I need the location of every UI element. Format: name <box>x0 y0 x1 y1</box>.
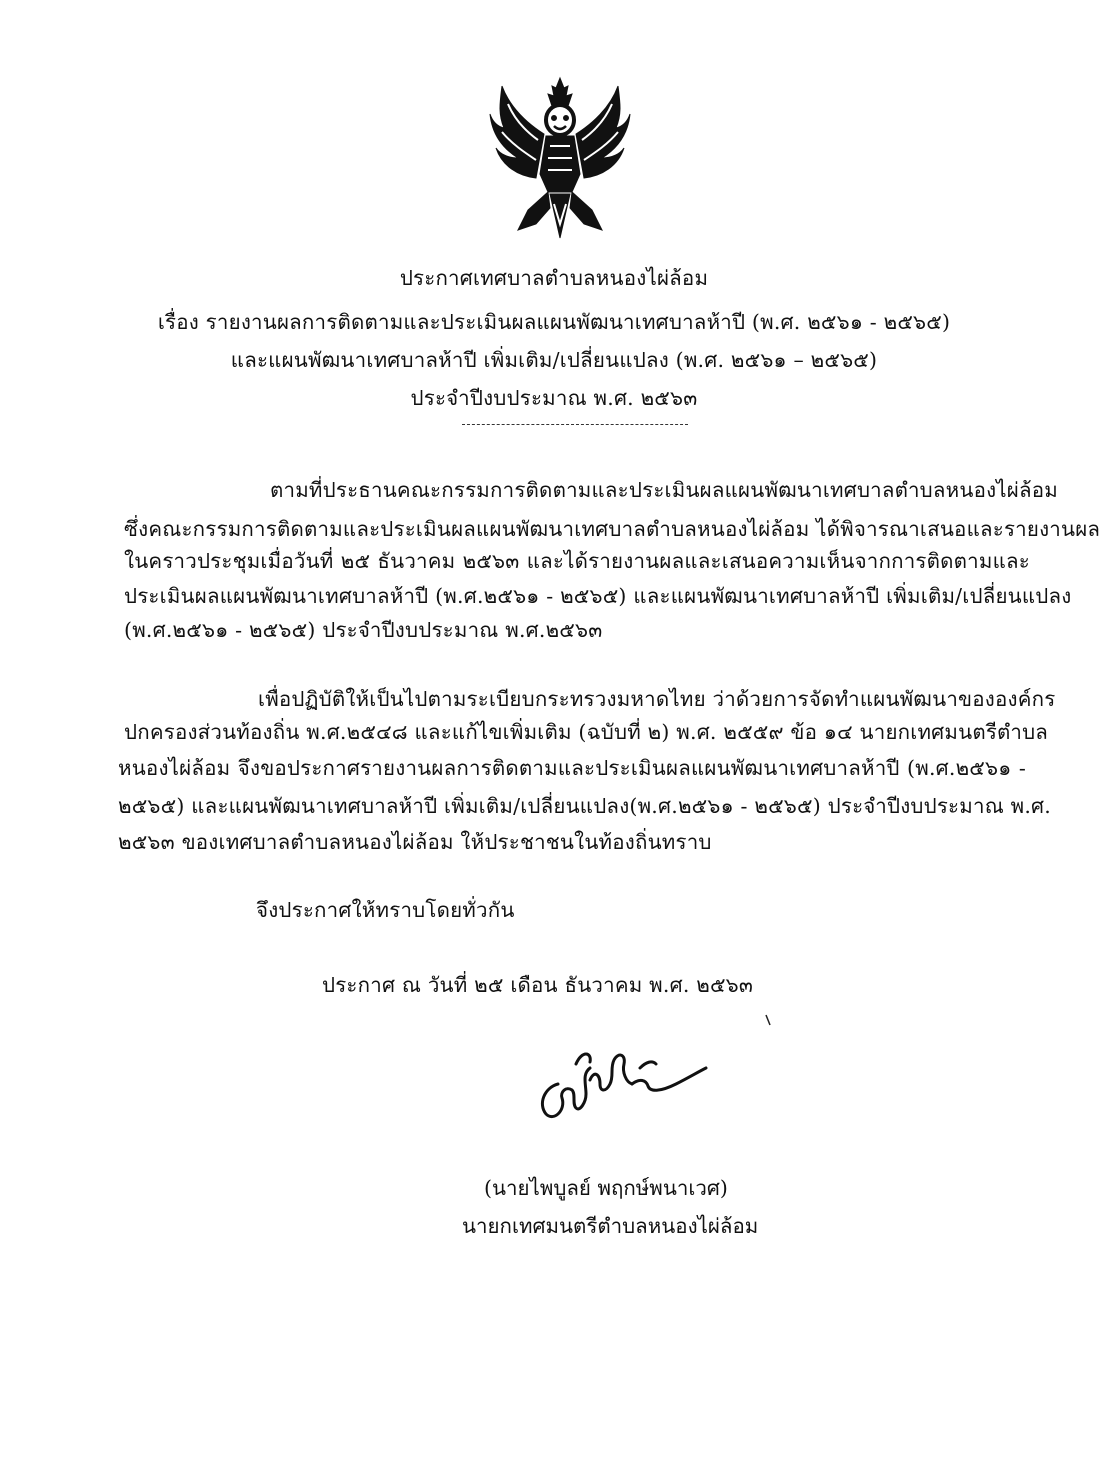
paragraph2-line: ปกครองส่วนท้องถิ่น พ.ศ.๒๕๔๘ และแก้ไขเพิ่มเติม (ฉบับที่ ๒) พ.ศ. ๒๕๕๙ ข้อ ๑๔ นายกเทศมนตรีตำบล <box>124 720 1049 744</box>
paragraph1-line: (พ.ศ.๒๕๖๑ - ๒๕๖๕) ประจำปีงบประมาณ พ.ศ.๒๕๖๓ <box>124 618 603 642</box>
subject-line-2: และแผนพัฒนาเทศบาลห้าปี เพิ่มเติม/เปลี่ยนแปลง (พ.ศ. ๒๕๖๑ – ๒๕๖๕) <box>230 348 878 372</box>
subject-line: เรื่อง รายงานผลการติดตามและประเมินผลแผนพัฒนาเทศบาลห้าปี (พ.ศ. ๒๕๖๑ - ๒๕๖๕) <box>157 310 951 334</box>
paragraph2-line: ๒๕๖๓ ของเทศบาลตำบลหนองไผ่ล้อม ให้ประชาชนในท้องถิ่นทราบ <box>118 830 712 854</box>
fiscal-year-line: ประจำปีงบประมาณ พ.ศ. ๒๕๖๓ <box>410 386 698 410</box>
paragraph2-line: เพื่อปฏิบัติให้เป็นไปตามระเบียบกระทรวงมหาดไทย ว่าด้วยการจัดทำแผนพัฒนาขององค์กร <box>258 687 1056 711</box>
garuda-emblem-icon <box>488 74 632 240</box>
paragraph1-line: ตามที่ประธานคณะกรรมการติดตามและประเมินผลแผนพัฒนาเทศบาลตำบลหนองไผ่ล้อม <box>270 478 1059 502</box>
header-divider <box>462 424 688 425</box>
paragraph2-line: หนองไผ่ล้อม จึงขอประกาศรายงานผลการติดตามและประเมินผลแผนพัฒนาเทศบาลห้าปี (พ.ศ.๒๕๖๑ - <box>118 756 1026 780</box>
handwritten-signature-icon <box>536 1040 716 1130</box>
announcement-title: ประกาศเทศบาลตำบลหนองไผ่ล้อม <box>399 266 709 290</box>
paragraph1-line: ประเมินผลแผนพัฒนาเทศบาลห้าปี (พ.ศ.๒๕๖๑ - ๒๕๖๕) และแผนพัฒนาเทศบาลห้าปี เพิ่มเติม/เปลี่ยนแปลง <box>124 584 1072 608</box>
closing-text: จึงประกาศให้ทราบโดยทั่วกัน <box>256 898 515 922</box>
stray-mark <box>765 1014 771 1026</box>
paragraph1-line: ในคราวประชุมเมื่อวันที่ ๒๕ ธันวาคม ๒๕๖๓ และได้รายงานผลและเสนอความเห็นจากการติดตามและ <box>124 549 1030 573</box>
announcement-date: ประกาศ ณ วันที่ ๒๕ เดือน ธันวาคม พ.ศ. ๒๕๖๓ <box>322 973 754 997</box>
signatory-name: (นายไพบูลย์ พฤกษ์พนาเวศ) <box>484 1176 728 1200</box>
signatory-position: นายกเทศมนตรีตำบลหนองไผ่ล้อม <box>462 1214 759 1238</box>
paragraph1-line: ซึ่งคณะกรรมการติดตามและประเมินผลแผนพัฒนาเทศบาลตำบลหนองไผ่ล้อม ได้พิจารณาเสนอและรายงานผล <box>124 517 1101 541</box>
paragraph2-line: ๒๕๖๕) และแผนพัฒนาเทศบาลห้าปี เพิ่มเติม/เปลี่ยนแปลง(พ.ศ.๒๕๖๑ - ๒๕๖๕) ประจำปีงบประมาณ พ.ศ. <box>118 794 1051 818</box>
